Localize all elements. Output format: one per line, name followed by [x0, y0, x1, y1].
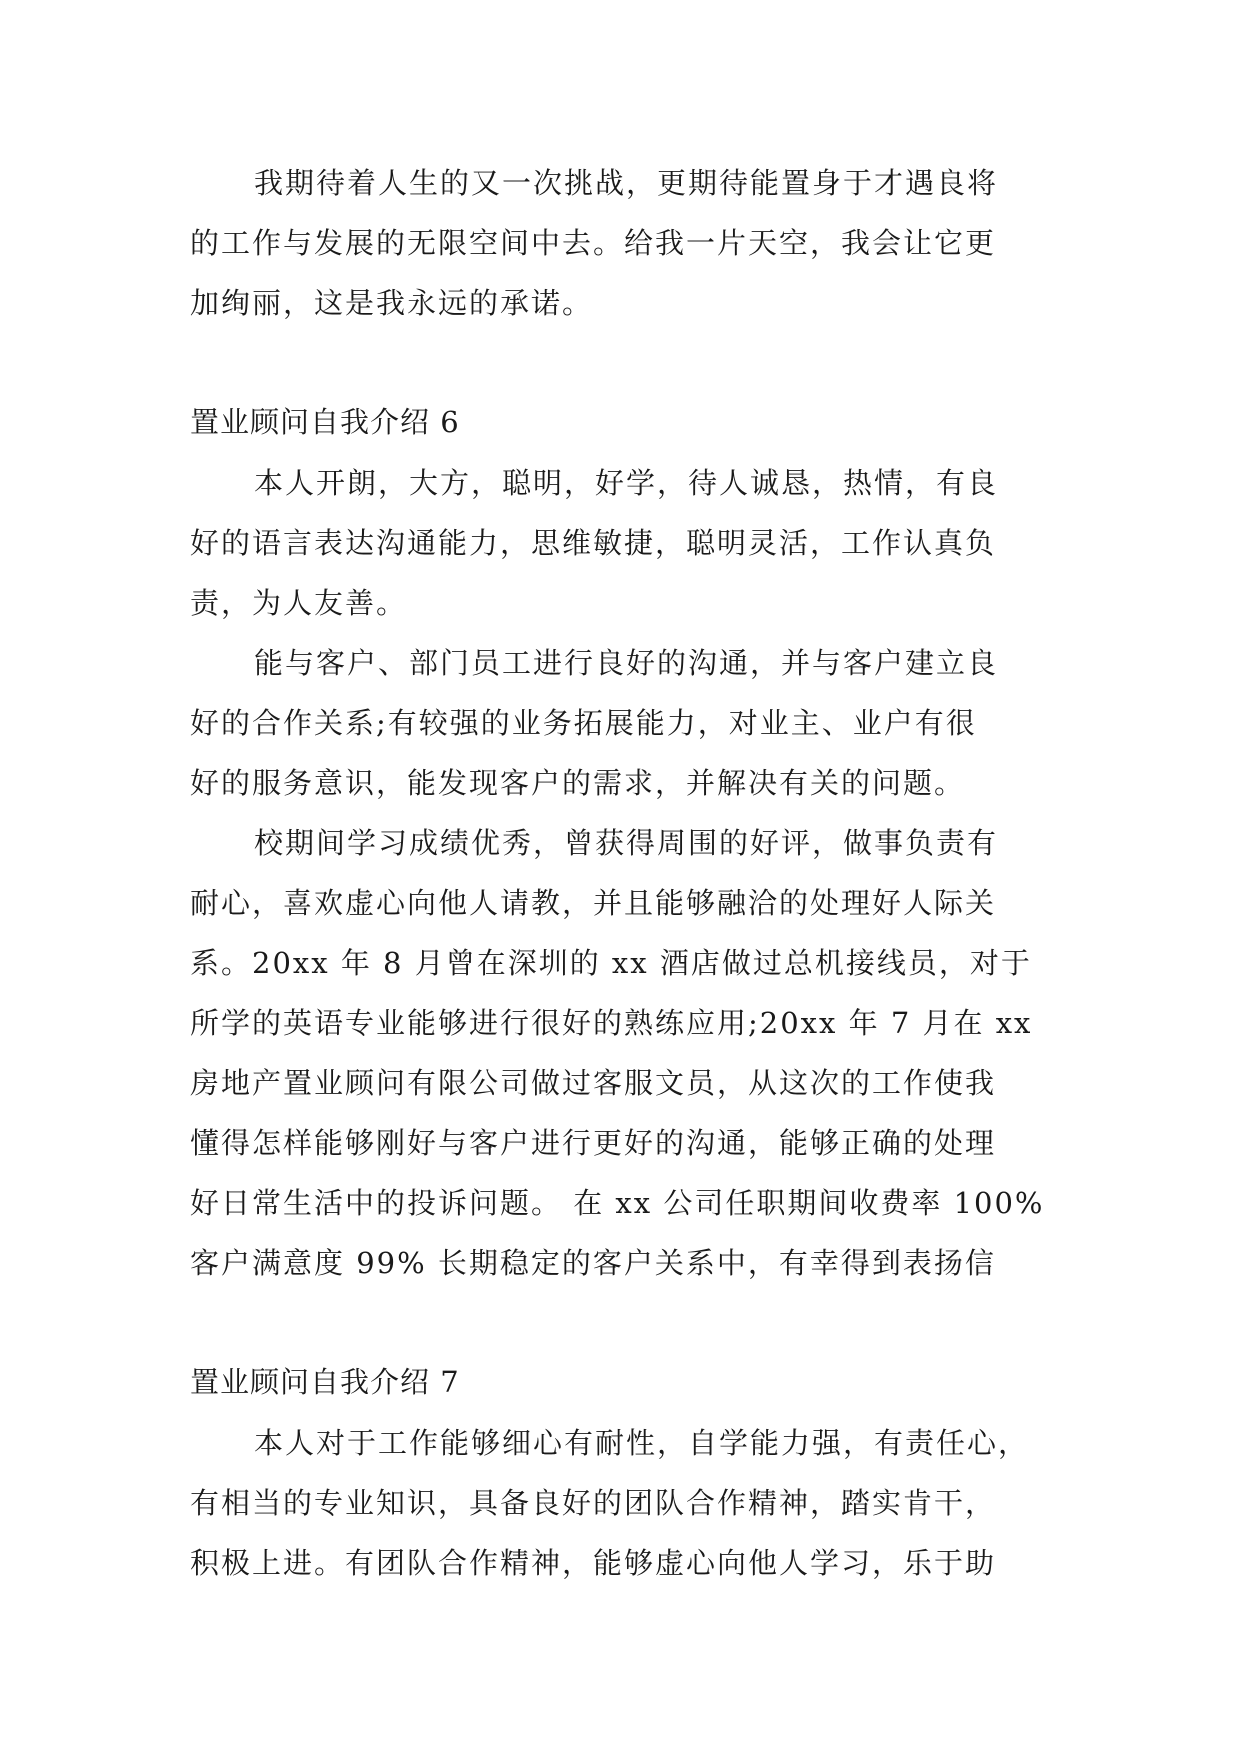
- paragraph-line: 有相当的专业知识，具备良好的团队合作精神，踏实肯干，: [190, 1486, 997, 1520]
- paragraph-line: 客户满意度 99% 长期稳定的客户关系中，有幸得到表扬信: [190, 1246, 996, 1280]
- paragraph-line: 好日常生活中的投诉问题。 在 xx 公司任职期间收费率 100%: [190, 1186, 1045, 1220]
- paragraph-line: 所学的英语专业能够进行很好的熟练应用;20xx 年 7 月在 xx: [190, 1006, 1033, 1040]
- section-heading: 置业顾问自我介绍 6: [190, 405, 460, 439]
- paragraph-line: 系。20xx 年 8 月曾在深圳的 xx 酒店做过总机接线员，对于: [190, 946, 1032, 980]
- paragraph-line: 的工作与发展的无限空间中去。给我一片天空，我会让它更: [190, 226, 997, 260]
- paragraph-line: 本人对于工作能够细心有耐性，自学能力强，有责任心，: [254, 1426, 1030, 1460]
- paragraph-line: 校期间学习成绩优秀，曾获得周围的好评，做事负责有: [254, 826, 999, 860]
- paragraph-line: 好的语言表达沟通能力，思维敏捷，聪明灵活，工作认真负: [190, 526, 997, 560]
- paragraph-line: 房地产置业顾问有限公司做过客服文员，从这次的工作使我: [190, 1066, 997, 1100]
- paragraph-line: 懂得怎样能够刚好与客户进行更好的沟通，能够正确的处理: [190, 1126, 997, 1160]
- paragraph-line: 积极上进。有团队合作精神，能够虚心向他人学习，乐于助: [190, 1546, 997, 1580]
- paragraph-line: 好的合作关系;有较强的业务拓展能力，对业主、业户有很: [190, 706, 977, 740]
- paragraph-line: 能与客户、部门员工进行良好的沟通，并与客户建立良: [254, 646, 999, 680]
- paragraph-line: 好的服务意识，能发现客户的需求，并解决有关的问题。: [190, 766, 966, 800]
- paragraph-line: 我期待着人生的又一次挑战，更期待能置身于才遇良将: [254, 166, 999, 200]
- paragraph-line: 本人开朗，大方，聪明，好学，待人诚恳，热情，有良: [254, 466, 999, 500]
- section-heading: 置业顾问自我介绍 7: [190, 1365, 460, 1399]
- paragraph-line: 加绚丽，这是我永远的承诺。: [190, 286, 594, 320]
- paragraph-line: 责，为人友善。: [190, 586, 408, 620]
- paragraph-line: 耐心，喜欢虚心向他人请教，并且能够融洽的处理好人际关: [190, 886, 997, 920]
